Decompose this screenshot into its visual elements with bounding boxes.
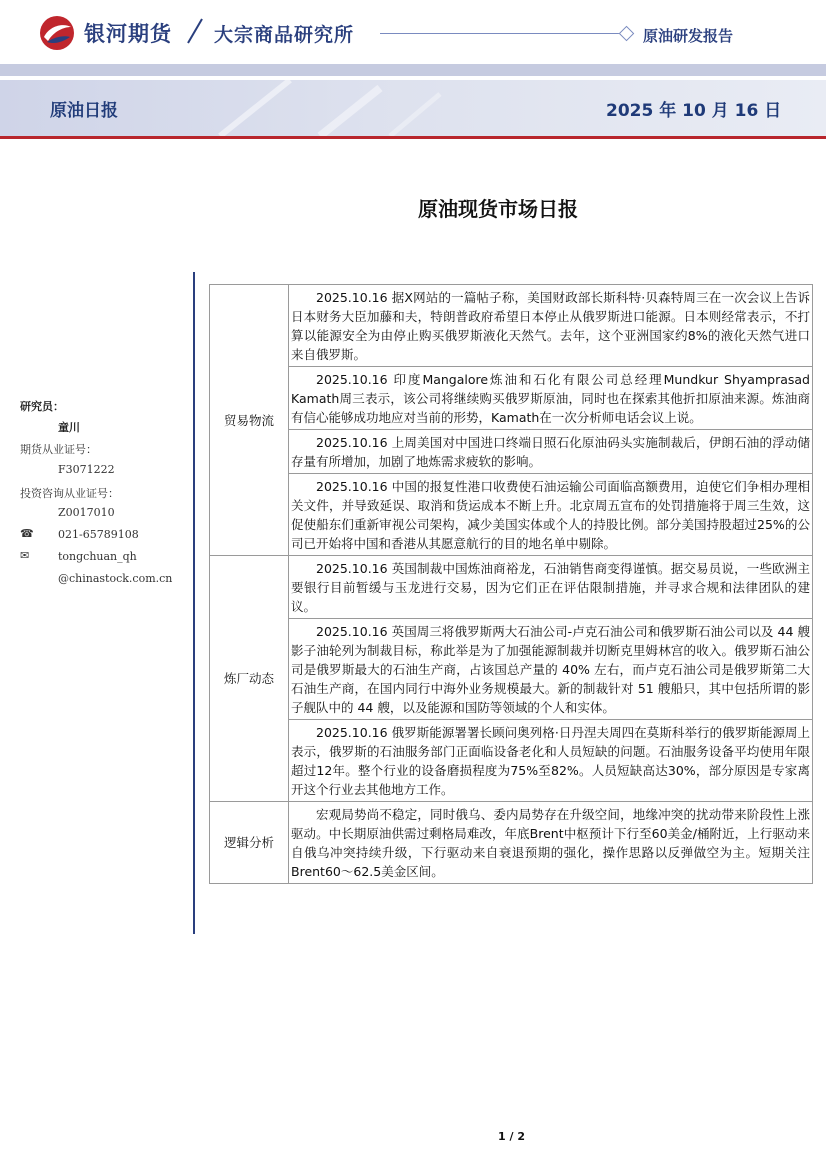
email-icon: ✉ [20,549,30,562]
researcher-name: 童川 [58,421,80,434]
table-row [210,474,813,556]
phone-icon: ☎ [20,527,34,540]
report-date: 2025 年 10 月 16 日 [606,101,782,121]
news-item: 2025.10.16 英国周三将俄罗斯两大石油公司-卢克石油公司和俄罗斯石油公司以及 44 艘影子油轮列为制裁目标，称此举是为了加强能源制裁并切断克里姆林宫的收入。俄罗斯石油公司是俄罗斯最大的石油生产商，占该国总产量的 40% 左右，而卢克石油公司是俄罗斯第二大石油生产商，在国内同行中海外业务规模最大。新的制裁针对 51 艘船只，其中包括所谓的影子舰队中的 44 艘，以及能源和国防等领域的个人和实体。 [289,619,813,720]
galaxy-logo-icon [38,15,76,51]
researcher-label: 研究员： [20,400,64,413]
table-row [210,285,813,367]
news-table [209,284,813,884]
email-line-1[interactable]: tongchuan_qh [58,550,137,563]
sidebar-divider [193,272,195,934]
table-row [210,619,813,720]
news-item: 2025.10.16 俄罗斯能源署署长顾问奥列格·日丹涅夫周四在莫斯科举行的俄罗斯能源周上表示，俄罗斯的石油服务部门正面临设备老化和人员短缺的问题。石油服务设备平均使用年限超过12年。整个行业的设备磨损程度为75%至82%。人员短缺高达30%，部分原因是专家离开这个行业去其他地方工作。 [289,720,813,802]
logic-analysis: 宏观局势尚不稳定，同时俄乌、委内局势存在升级空间，地缘冲突的扰动带来阶段性上涨驱动。中长期原油供需过剩格局难改，年底Brent中枢预计下行至60美金/桶附近，上行驱动来自俄乌冲突持续升级，下行驱动来自衰退预期的强化，操作思路以反弹做空为主。短期关注Brent60～62.5美金区间。 [289,802,813,884]
diamond-icon [619,26,635,42]
futures-cert: F3071222 [58,463,115,476]
page-number: 1 / 2 [498,1130,525,1143]
banner-red-rule [0,136,826,139]
news-item: 2025.10.16 英国制裁中国炼油商裕龙，石油销售商变得谨慎。据交易员说，一些欧洲主要银行目前暂缓与玉龙进行交易，因为它们正在评估限制措施，并寻求合规和法律团队的建议。 [289,556,813,619]
table-row [210,430,813,474]
header-rule [380,33,620,34]
banner-top-strip [0,64,826,76]
slash-divider [185,18,205,44]
report-type: 原油研发报告 [643,27,734,45]
brand-name: 银河期货 [84,22,172,46]
banner-title: 原油日报 [50,101,118,121]
institute-name: 大宗商品研究所 [214,24,355,46]
page-title: 原油现货市场日报 [418,197,578,221]
futures-cert-label: 期货从业证号： [20,443,97,456]
table-row [210,802,813,884]
phone-number: 021-65789108 [58,528,139,541]
table-row [210,367,813,430]
news-item: 2025.10.16 印度Mangalore炼油和石化有限公司总经理Mundkur Shyamprasad Kamath周三表示，该公司将继续购买俄罗斯原油，同时也在探索其他折扣原油来源。炼油商有信心能够成功地应对当前的形势，Kamath在一次分析师电话会议上说。 [289,367,813,430]
table-row [210,556,813,619]
category-logic: 逻辑分析 [210,802,289,884]
news-item: 2025.10.16 据X网站的一篇帖子称，美国财政部长斯科特·贝森特周三在一次会议上告诉日本财务大臣加藤和夫，特朗普政府希望日本停止从俄罗斯进口能源。日本则经常表示，不打算以能源安全为由停止购买俄罗斯液化天然气。去年，这个亚洲国家约8%的液化天然气进口来自俄罗斯。 [289,285,813,367]
news-item: 2025.10.16 上周美国对中国进口终端日照石化原油码头实施制裁后，伊朗石油的浮动储存量有所增加，加剧了地炼需求疲软的影响。 [289,430,813,474]
advisory-cert-label: 投资咨询从业证号： [20,487,119,500]
table-row [210,720,813,802]
email-line-2[interactable]: @chinastock.com.cn [58,572,173,585]
news-item: 2025.10.16 中国的报复性港口收费使石油运输公司面临高额费用，迫使它们争相办理相关文件，并导致延误、取消和货运成本不断上升。北京周五宣布的处罚措施将于周三生效，这促使船东们重新审视公司架构，减少美国实体或个人的持股比例。部分美国持股超过25%的公司已开始将中国和香港从其愿意航行的目的地名单中剔除。 [289,474,813,556]
category-refinery: 炼厂动态 [210,556,289,802]
banner-decoration [200,80,460,136]
category-trade: 贸易物流 [210,285,289,556]
advisory-cert: Z0017010 [58,506,115,519]
